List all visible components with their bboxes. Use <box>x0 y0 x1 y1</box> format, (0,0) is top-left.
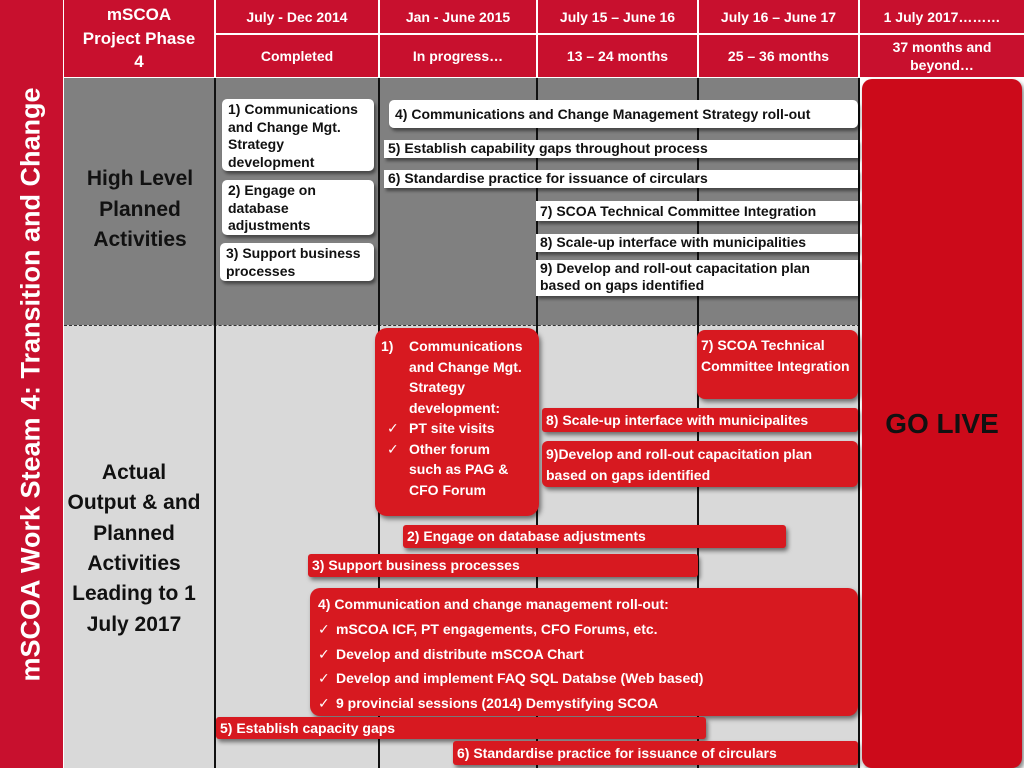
actual-scoa-tech: 7) SCOA Technical Committee Integration <box>697 330 858 399</box>
actual-rollout-bullet: ✓ 9 provincial sessions (2014) Demystifying SCOA <box>318 691 850 716</box>
col3-period: July 15 – June 16 <box>538 0 697 33</box>
actual-comms-num: 1) <box>381 338 394 354</box>
planned-item-5: 5) Establish capability gaps throughout process <box>384 140 858 158</box>
planned-item-2: 2) Engage on database adjustments <box>222 180 374 235</box>
actual-circulars: 6) Standardise practice for issuance of circulars <box>453 741 858 765</box>
col2-period: Jan - June 2015 <box>380 0 536 33</box>
planned-item-7: 7) SCOA Technical Committee Integration <box>536 201 858 221</box>
planned-item-4: 4) Communications and Change Management Strategy roll-out <box>389 100 858 128</box>
actual-comms-bullets <box>387 418 533 500</box>
actual-rollout-bullets <box>318 617 850 715</box>
go-live-label: GO LIVE <box>885 407 999 439</box>
col1-status: Completed <box>216 35 378 77</box>
go-live-panel <box>862 79 1022 768</box>
col4-status: 25 – 36 months <box>699 35 858 77</box>
actual-engage: 2) Engage on database adjustments <box>403 525 786 548</box>
row-label-actual: Actual Output & and Planned Activities Leading to 1 July 2017 <box>67 460 201 636</box>
actual-rollout-title: 4) Communication and change management roll-out: <box>318 596 669 612</box>
actual-support: 3) Support business processes <box>308 554 698 577</box>
planned-item-3: 3) Support business processes <box>220 243 374 281</box>
actual-capacity-gaps: 5) Establish capacity gaps <box>216 717 706 739</box>
side-title: mSCOA Work Steam 4: Transition and Change <box>16 86 47 682</box>
actual-comms-title: Communications and Change Mgt. Strategy development: <box>409 338 523 416</box>
col3-status: 13 – 24 months <box>538 35 697 77</box>
actual-rollout-bullet: ✓ Develop and implement FAQ SQL Databse (Web based) <box>318 666 850 691</box>
row-label-high-level: High Level Planned Activities <box>86 167 194 252</box>
phase-label: mSCOA Project Phase 4 <box>64 0 214 77</box>
col4-period: July 16 – June 17 <box>699 0 858 33</box>
row-divider <box>64 325 860 326</box>
planned-item-1: 1) Communications and Change Mgt. Strategy development <box>222 99 374 171</box>
planned-item-8: 8) Scale-up interface with municipalities <box>536 234 858 252</box>
col2-status: In progress… <box>380 35 536 77</box>
actual-comms-bullet: ✓ PT site visits <box>387 418 533 439</box>
actual-rollout <box>310 588 858 716</box>
column-line <box>214 78 216 768</box>
col5-status: 37 months and beyond… <box>860 35 1024 77</box>
actual-scale-up: 8) Scale-up interface with municipalites <box>542 408 858 432</box>
actual-rollout-bullet: ✓ Develop and distribute mSCOA Chart <box>318 642 850 667</box>
actual-rollout-bullet: ✓ mSCOA ICF, PT engagements, CFO Forums, etc. <box>318 617 850 642</box>
planned-item-6: 6) Standardise practice for issuance of circulars <box>384 170 858 188</box>
col1-period: July - Dec 2014 <box>216 0 378 33</box>
col5-period: 1 July 2017……… <box>860 0 1024 33</box>
actual-capacitation: 9)Develop and roll-out capacitation plan based on gaps identified <box>542 441 858 487</box>
side-title-wrap <box>0 0 63 768</box>
actual-comms-strategy <box>375 328 539 516</box>
actual-comms-bullet: ✓ Other forum such as PAG & CFO Forum <box>387 439 513 501</box>
planned-item-9: 9) Develop and roll-out capacitation plan based on gaps identified <box>536 260 858 296</box>
column-line <box>858 78 860 768</box>
